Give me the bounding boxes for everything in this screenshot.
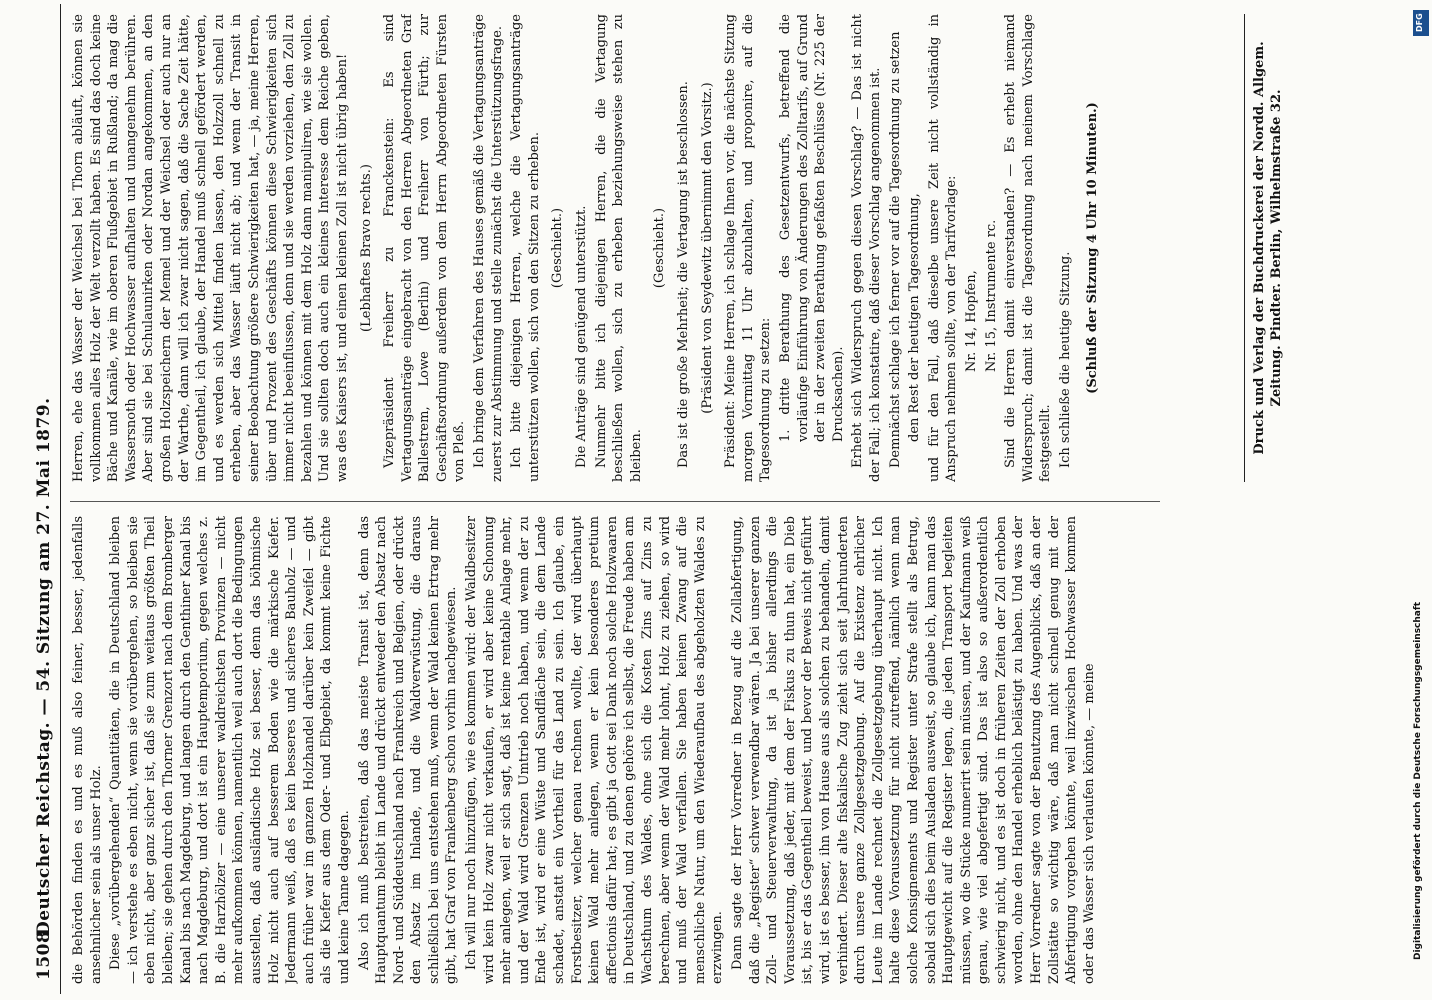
paragraph: Also ich muß bestreiten, daß das meiste Transit ist, denn das Hauptquantum bleibt im Lande und drückt entweder den Absatz nach Nord- und Süddeutschland nach Frankreich und Belgien, oder drückt den Absatz im Inlande, und die Waldverwüstung, die daraus schließlich bei uns entstehen muß, wenn der Wald keinen Ertrag mehr gibt, hat Graf von Frankenberg schon vorhin nachgewiesen. (356, 516, 460, 984)
paragraph: Ich schließe die heutige Sitzung. (1057, 251, 1073, 468)
agenda-item: 1. dritte Berathung des Gesetzentwurfs, betreffend die vorläufige Einführung von Änderungen des Zolltarifs, auf Grund der in der zweiten Berathung gefaßten Beschlüsse (Nr. 225 der Drucksachen). (777, 14, 846, 442)
paragraph: Diese „vorübergehenden“ Quantitäten, die in Deutschland bleiben — ich verstehe es eben nicht, wenn sie vorübergehen, so bleiben sie eben nicht, aber ganz sicher ist, daß sie zum weitaus größten Theil bleiben; sie gehen durch den Thorner Grenzort nach dem Bromberger Kanal bis nach Magdeburg, und langen durch den Genthiner Kanal bis nach Magdeburg, und dort ist ein Hauptemporium, gegen welches z. B. die Harzhölzer — eine unserer waldreichsten Provinzen — nicht mehr aufkommen können, namentlich weil auch dort die Bedingungen ausstellen, daß ausländische Holz sei besser, denn das böhmische Holz nicht auch auf besserem Boden wie die märkische Kiefer. Jedermann weiß, daß es kein besseres und sicheres Bauholz — und auch früher war im ganzen Holzhandel darüber kein Zweifel — gibt als die Kiefer aus dem Oder- und Elbgebiet, da kommt keine Fichte und keine Tanne dagegen. (108, 516, 352, 984)
dfg-logo (1413, 10, 1429, 36)
left-column (70, 516, 1170, 984)
tariff-item: Nr. 14, Hopfen, (963, 270, 979, 372)
paragraph: Sind die Herren damit einverstanden? — Es erhebt niemand Widerspruch; damit ist die Tagesordnung nach meinem Vorschlage festgestellt. (1003, 14, 1054, 482)
session-close: (Schluß der Sitzung 4 Uhr 10 Minuten.) (1085, 102, 1101, 394)
dfg-logo-text: DFG (1415, 13, 1424, 32)
digitization-credit (1405, 0, 1431, 1000)
stage-direction: (Geschieht.) (652, 207, 668, 289)
agenda-item: den Rest der heutigen Tagesordnung, (907, 193, 923, 442)
paragraph: Die Anträge sind genügend unterstützt. (574, 205, 590, 468)
right-column (70, 14, 1170, 482)
page-title: Deutscher Reichstag. — 54. Sitzung am 27. Mai 1879. (34, 397, 54, 936)
paragraph: Präsident: Meine Herren, ich schlage Ihnen vor, die nächste Sitzung morgen Vormittag 11 Uhr abzuhalten, und proponire, auf die Tagesordnung zu setzen: (723, 14, 774, 482)
column-divider (70, 501, 1160, 502)
stage-direction: (Präsident von Seydewitz übernimmt den Vorsitz.) (699, 82, 715, 414)
page-number: 1508 (34, 930, 54, 980)
paragraph: Ich will nur noch hinzufügen, wie es kommen wird: der Waldbesitzer wird kein Holz zwar nicht verkaufen, er wird aber keine Schonung mehr anlegen, weil er sich sagt, daß ist keine rentable Anlage mehr, und der Wald wird Grenzen Umtrieb noch haben, und wenn der zu Ende ist, wird er eine Wüste und Sandfläche sein, die dem Lande schadet, anstatt ein Vortheil für das Land zu sein. Ich glaube, ein Forstbesitzer, welcher genau rechnen wollte, der wird überhaupt keinen Wald mehr anlegen, wenn er kein besonderes pretium affectionis dafür hat; es gibt ja Gott sei Dank noch solche Holzwaaren in Deutschland, und zu denen gehöre ich selbst, die Freude haben am Wachsthum des Waldes, ohne sich die Kosten Zins auf Zins zu berechnen, aber wenn der Wald mehr lohnt, Holz zu ziehen, so wird und muß der Wald verfallen. Sie haben keinen Zwang auf die menschliche Natur, um den Wiederaufbau des abgeholzten Waldes zu erzwingen. (464, 516, 726, 984)
paragraph: Vizepräsident Freiherr zu Franckenstein: Es sind Vertagungsanträge eingebracht von den Herren Abgeordneten Graf Ballestrem, Lowe (Berlin) und Freiherr von Fürth; zur Geschäftsordnung außerdem von dem Herrn Abgeordneten Fürsten von Pleß. (382, 14, 468, 482)
paragraph: Ich bitte diejenigen Herren, welche die Vertagungsanträge unterstützen wollen, sich von den Sitzen zu erheben. (509, 14, 542, 482)
paragraph: Erhebt sich Widerspruch gegen diesen Vorschlag? — Das ist nicht der Fall; ich konstatire, daß dieser Vorschlag angenommen ist. (850, 14, 883, 482)
paragraph: Nunmehr bitte ich diejenigen Herren, die die Vertagung beschließen wollen, sich zu erheben beziehungsweise stehen zu bleiben. (593, 14, 644, 482)
running-head (34, 4, 61, 994)
paragraph: Ich bringe dem Verfahren des Hauses gemäß die Vertagungsanträge zuerst zur Abstimmung und stelle zunächst die Unterstützungsfrage. (472, 14, 505, 482)
paragraph: und für den Fall, daß dieselbe unsere Zeit nicht vollständig in Anspruch nehmen sollte, von der Tarifvorlage: (926, 14, 960, 482)
credit-text: Digitalisierung gefördert durch die Deutsche Forschungsgemeinschaft (1413, 601, 1423, 960)
printer-imprint: Druck und Verlag der Buchdruckerei der Nordd. Allgem. Zeitung. Pindter. Berlin, Wilhelmstraße 32. (1244, 14, 1285, 482)
stage-direction: (Geschieht.) (550, 207, 566, 289)
paragraph: Das ist die große Mehrheit; die Vertagung ist beschlossen. (676, 81, 691, 468)
paragraph: Dann sagte der Herr Vorredner in Bezug auf die Zollabfertigung, daß die „Register“ schwer verwendbar wären. Ja bei unserer ganzen Zoll- und Steuerverwaltung, da ist ja bisher allerdings die Voraussetzung, daß jeder, mit dem der Fiskus zu thun hat, ein Dieb ist, bis er das Gegentheil beweist, und bevor der Beweis nicht geführt wird, ist es besser, ihn von Hause aus als solchen zu behandeln, damit verhindert. Dieser alte fiskalische Zug zieht sich seit Jahrhunderten durch unsere ganze Zollgesetzgebung. Auf die Existenz ehrlicher Leute im Lande rechnet die Zollgesetzgebung überhaupt nicht. Ich halte diese Voraussetzung für nicht zutreffend, nämlich wenn man solche Konsignements und Register unter Strafe stellt als Betrug, sobald sich dies beim Ausladen ausweist, so glaube ich, kann man das Hauptgewicht auf die Register legen, die jeden Transport begleiten müssen, wo die Stücke numerirt sein müssen, und der Kaufmann weiß genau, wie viel abgefertigt sind. Das ist also so außerordentlich schwierig nicht, und es ist doch in früheren Zeiten der Zoll erhoben worden, ohne den Handel erheblich belästigt zu haben. Und was der Herr Vorredner sagte von der Benutzung des Augenblicks, daß an der Zollstätte so wichtig wäre, daß man nicht schnell genug mit der Abfertigung vorgehen könnte, weil inzwischen Hochwasser kommen oder das Wasser sich verlaufen könnte, — meine (729, 516, 1097, 984)
stage-direction: (Lebhaftes Bravo rechts.) (358, 164, 374, 332)
tariff-item: Nr. 15, Instrumente rc. (983, 219, 999, 372)
paragraph: Herren, ehe das Wasser der Weichsel bei Thorn abläuft, können sie vollkommen alles Holz der Welt verzollt haben. Es sind das doch keine Bäche und Kanäle, wie im oberen Flußgebiet in Rußland; da mag die Wassersnoth oder Hochwasser aufhalten und unangenehm berühren. Aber sind sie bei Schulaunirken oder Nordan angekommen, an den großen Holzspeichern der Memel und der Weichsel oder auch nur an der Warthe, dann will ich zwar nicht sagen, daß die Sache Zeit hätte, im Gegentheil, ich glaube, der Handel muß schnell gefördert werden, und es werden sich Mittel finden lassen, den Holzzoll schnell zu erheben, aber das Wasser läuft nicht ab; und wenn der Transit in seiner Beobachtung größere Schwierigkeiten hat, — ja, meine Herren, über und Prozent des Geschäfts können diese Schwierigkeiten sich immer nicht beeinflussen, denn und sie werden vorziehen, den Zoll zu bezahlen und können mit dem Holz dann manipuliren, wie sie wollen. Und sie sollten doch auch ein kleines Interesse dem Reiche geben, was des Kaisers ist, und einen kleinen Zoll ist nicht übrig haben! (71, 14, 350, 482)
paragraph: Demnächst schlage ich ferner vor auf die Tagesordnung zu setzen (887, 31, 903, 468)
paragraph: die Behörden finden es und es muß also feiner, besser, jedenfalls ansehnlicher sein als unser Holz. (71, 516, 104, 984)
rotated-sheet (4, 4, 1324, 994)
